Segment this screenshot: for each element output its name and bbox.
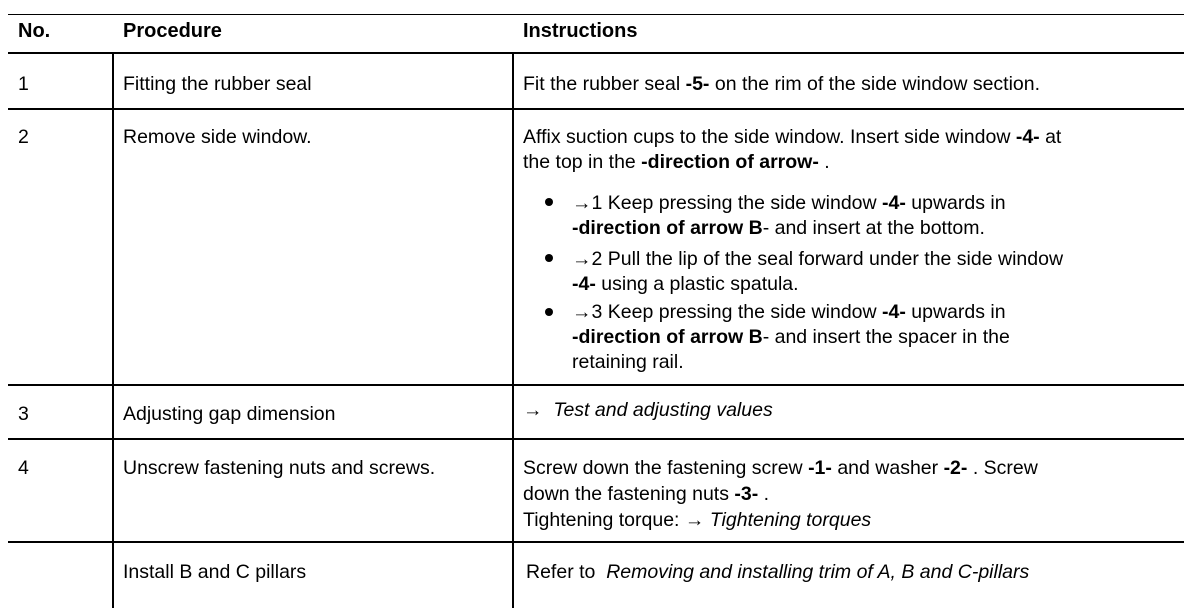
row-divider bbox=[8, 438, 1184, 440]
row-procedure: Remove side window. bbox=[123, 126, 312, 148]
column-divider bbox=[512, 53, 514, 608]
row-divider bbox=[8, 384, 1184, 386]
cross-reference-link[interactable]: Tightening torques bbox=[709, 509, 872, 531]
row-divider bbox=[8, 108, 1184, 110]
row-procedure: Adjusting gap dimension bbox=[123, 403, 336, 425]
row-procedure: Install B and C pillars bbox=[123, 561, 307, 583]
bullet-item: →2 Pull the lip of the seal forward under the side window bbox=[572, 248, 1064, 270]
bullet-dot bbox=[545, 308, 553, 316]
header-bottom-rule bbox=[8, 52, 1184, 54]
header-procedure: Procedure bbox=[123, 20, 222, 42]
row-number: 2 bbox=[18, 126, 29, 148]
row-divider bbox=[8, 541, 1184, 543]
header-top-rule bbox=[8, 14, 1184, 15]
bullet-item-cont: -direction of arrow B- and insert the spacer in the bbox=[572, 326, 1010, 348]
bullet-dot bbox=[545, 254, 553, 262]
row-number: 3 bbox=[18, 403, 29, 425]
row-instructions: Affix suction cups to the side window. Insert side window -4- at bbox=[523, 126, 1062, 148]
bullet-item-cont: retaining rail. bbox=[572, 351, 684, 373]
bullet-item-cont: -direction of arrow B- and insert at the bottom. bbox=[572, 217, 985, 239]
cross-reference-link[interactable]: Removing and installing trim of A, B and C-pillars bbox=[606, 561, 1030, 583]
row-number: 4 bbox=[18, 457, 29, 479]
row-procedure: Unscrew fastening nuts and screws. bbox=[123, 457, 436, 479]
bullet-item: →3 Keep pressing the side window -4- upwards in bbox=[572, 301, 1006, 323]
bullet-dot bbox=[545, 198, 553, 206]
row-instructions: Fit the rubber seal -5- on the rim of the side window section. bbox=[523, 73, 1041, 95]
row-number: 1 bbox=[18, 73, 29, 95]
arrow-icon: → bbox=[523, 399, 543, 421]
row-instructions bbox=[523, 397, 773, 423]
row-instructions: the top in the -direction of arrow- . bbox=[523, 151, 830, 173]
bullet-item-cont: -4- using a plastic spatula. bbox=[572, 273, 799, 295]
header-no: No. bbox=[18, 20, 51, 42]
row-instructions: down the fastening nuts -3- . bbox=[523, 483, 770, 505]
row-instructions: Screw down the fastening screw -1- and washer -2- . Screw bbox=[523, 457, 1038, 479]
row-instructions: Tightening torque: → Tightening torques bbox=[523, 509, 872, 531]
row-procedure: Fitting the rubber seal bbox=[123, 73, 312, 95]
cross-reference-link[interactable]: Test and adjusting values bbox=[553, 399, 773, 421]
column-divider bbox=[112, 53, 114, 608]
bullet-item: →1 Keep pressing the side window -4- upwards in bbox=[572, 192, 1006, 214]
header-instructions: Instructions bbox=[523, 20, 638, 42]
row-instructions: Refer to Removing and installing trim of A, B and C-pillars bbox=[526, 561, 1030, 583]
